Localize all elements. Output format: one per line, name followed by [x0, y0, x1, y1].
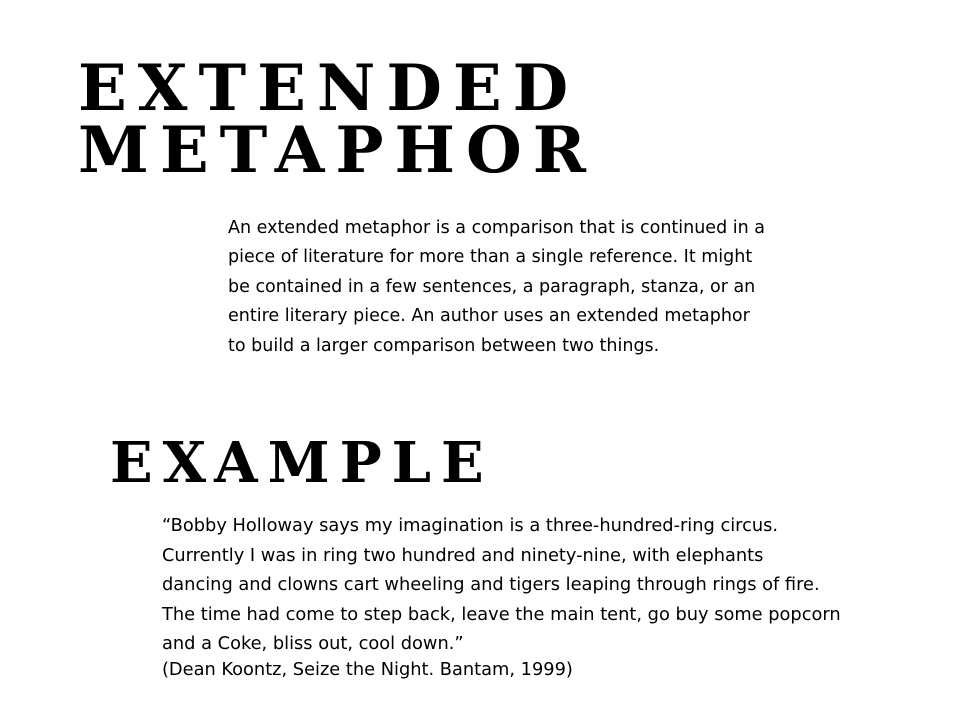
- definition-line: entire literary piece. An author uses an extended metaphor: [228, 306, 750, 327]
- slide-title: [78, 51, 597, 188]
- quote-line: “Bobby Holloway says my imagination is a three-hundred-ring circus.: [162, 515, 779, 536]
- definition-line: to build a larger comparison between two things.: [228, 335, 660, 356]
- quote-line: Currently I was in ring two hundred and ninety-nine, with elephants: [162, 544, 764, 566]
- example-quote: [162, 511, 942, 659]
- slide-title-line-1: EXTENDED: [78, 51, 580, 126]
- quote-line: dancing and clowns cart wheeling and tigers leaping through rings of fire.: [162, 574, 820, 596]
- quote-line: The time had come to step back, leave the main tent, go buy some popcorn: [162, 603, 841, 625]
- definition-line: be contained in a few sentences, a paragraph, stanza, or an: [228, 276, 756, 297]
- definition-line: An extended metaphor is a comparison that is continued in a: [228, 218, 765, 238]
- example-citation: (Dean Koontz, Seize the Night. Bantam, 1999): [162, 659, 573, 680]
- definition-paragraph: [228, 214, 848, 361]
- example-heading: EXAMPLE: [110, 430, 494, 496]
- quote-line: and a Coke, bliss out, cool down.”: [162, 633, 464, 655]
- slide-title-line-2: METAPHOR: [78, 113, 597, 188]
- definition-line: piece of literature for more than a single reference. It might: [228, 247, 753, 268]
